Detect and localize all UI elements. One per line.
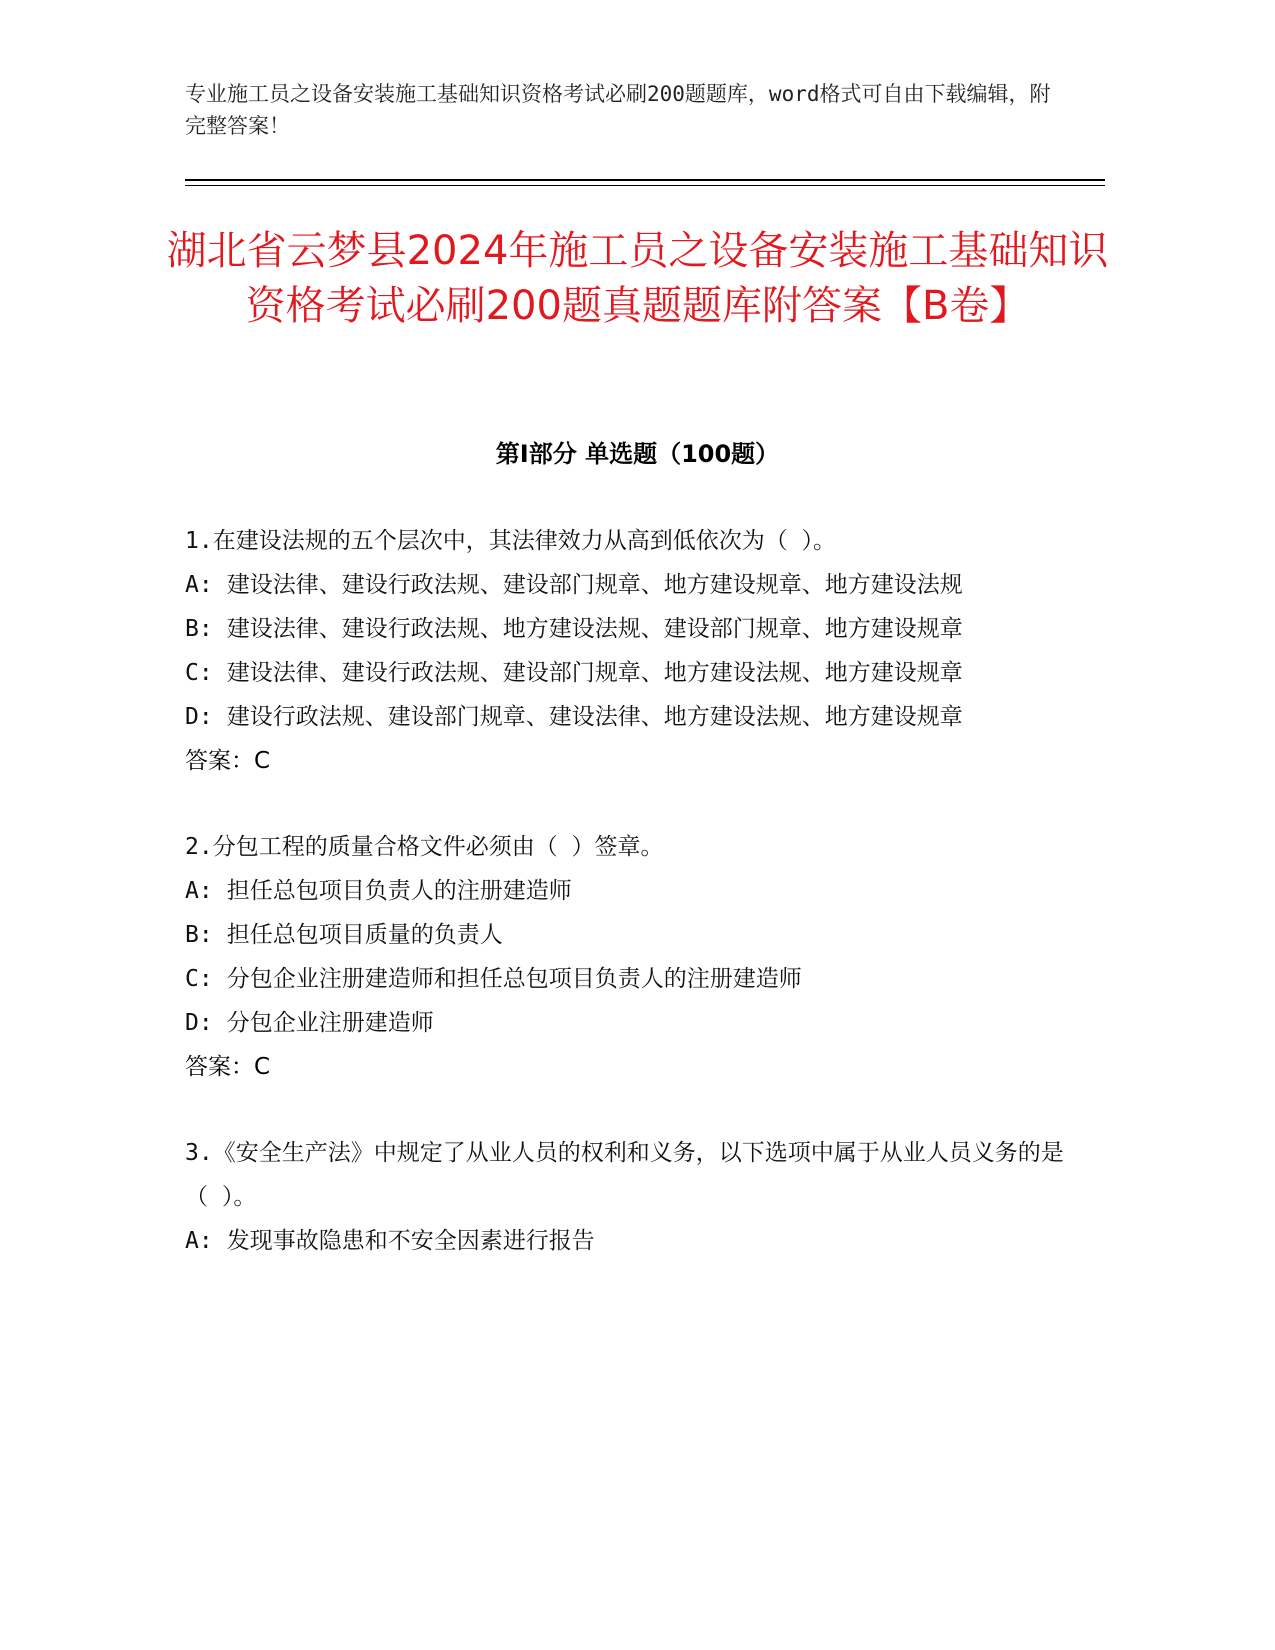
option-letter: A: bbox=[185, 1228, 213, 1254]
question-list bbox=[185, 519, 1075, 1305]
option-letter: C: bbox=[185, 966, 213, 992]
option-d bbox=[185, 1001, 1075, 1045]
option-text: 建设法律、建设行政法规、建设部门规章、地方建设法规、地方建设规章 bbox=[226, 660, 963, 686]
option-b bbox=[185, 913, 1075, 957]
document-title: 湖北省云梦县2024年施工员之设备安装施工基础知识资格考试必刷200题真题题库附答案【B卷】 bbox=[166, 228, 1109, 329]
option-text: 分包企业注册建造师 bbox=[226, 1010, 434, 1036]
option-a bbox=[185, 1219, 1075, 1263]
option-letter: C: bbox=[185, 660, 213, 686]
option-letter: B: bbox=[185, 922, 213, 948]
option-a bbox=[185, 869, 1075, 913]
option-text: 建设行政法规、建设部门规章、建设法律、地方建设法规、地方建设规章 bbox=[226, 704, 963, 730]
option-a bbox=[185, 563, 1075, 607]
option-c bbox=[185, 651, 1075, 695]
header-note: 专业施工员之设备安装施工基础知识资格考试必刷200题题库，word格式可自由下载编辑，附完整答案！ bbox=[185, 82, 1051, 138]
answer-line: 答案：C bbox=[185, 748, 271, 774]
question-2 bbox=[185, 825, 1075, 1089]
option-b bbox=[185, 607, 1075, 651]
option-text: 分包企业注册建造师和担任总包项目负责人的注册建造师 bbox=[226, 966, 802, 992]
option-letter: A: bbox=[185, 572, 213, 598]
option-text: 建设法律、建设行政法规、地方建设法规、建设部门规章、地方建设规章 bbox=[226, 616, 963, 642]
question-stem: 2.分包工程的质量合格文件必须由（ ）签章。 bbox=[185, 834, 664, 860]
option-text: 发现事故隐患和不安全因素进行报告 bbox=[226, 1228, 595, 1254]
option-letter: B: bbox=[185, 616, 213, 642]
option-text: 建设法律、建设行政法规、建设部门规章、地方建设规章、地方建设法规 bbox=[226, 572, 963, 598]
option-letter: A: bbox=[185, 878, 213, 904]
option-text: 担任总包项目质量的负责人 bbox=[226, 922, 503, 948]
section-title: 第Ⅰ部分 单选题（100题） bbox=[495, 440, 780, 468]
option-letter: D: bbox=[185, 704, 213, 730]
header-divider-thin bbox=[185, 185, 1105, 186]
question-3 bbox=[185, 1131, 1075, 1263]
option-letter: D: bbox=[185, 1010, 213, 1036]
option-text: 担任总包项目负责人的注册建造师 bbox=[226, 878, 572, 904]
header-divider-thick bbox=[185, 179, 1105, 181]
answer-line: 答案：C bbox=[185, 1054, 271, 1080]
option-d bbox=[185, 695, 1075, 739]
question-stem: 3.《安全生产法》中规定了从业人员的权利和义务，以下选项中属于从业人员义务的是（ ）。 bbox=[185, 1140, 1064, 1210]
option-c bbox=[185, 957, 1075, 1001]
question-1 bbox=[185, 519, 1075, 783]
question-stem: 1.在建设法规的五个层次中，其法律效力从高到低依次为（ ）。 bbox=[185, 528, 837, 554]
